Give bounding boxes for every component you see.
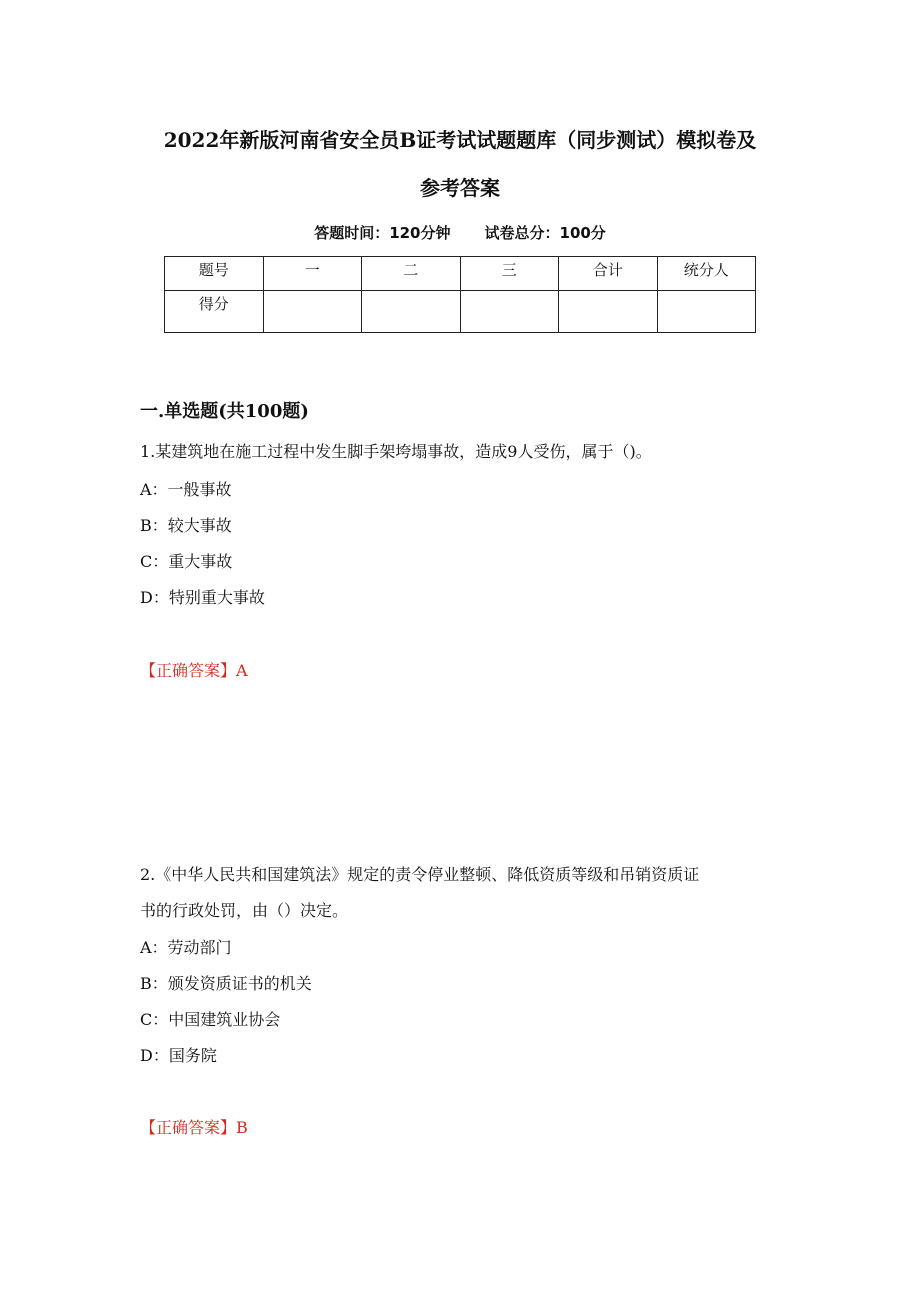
score-header-cell: 统分人 [657,257,756,291]
question-2-stem-line1: 2.《中华人民共和国建筑法》规定的责令停业整顿、降低资质等级和吊销资质证 [140,865,700,884]
question-2-option-b: B：颁发资质证书的机关 [140,974,312,993]
question-1-option-b: B：较大事故 [140,516,232,535]
score-header-cell: 一 [263,257,362,291]
score-row-label: 得分 [165,291,264,333]
score-cell [362,291,461,333]
score-table [164,256,756,333]
question-1-option-c: C：重大事故 [140,552,233,571]
exam-meta [0,222,920,243]
question-2-option-a: A：劳动部门 [140,938,232,957]
score-cell [263,291,362,333]
question-2-option-d: D：国务院 [140,1046,217,1065]
page-title-line2: 参考答案 [420,176,500,200]
question-2-stem-line2: 书的行政处罚，由（）决定。 [140,901,349,920]
score-cell [657,291,756,333]
question-2-answer: 【正确答案】B [140,1118,248,1137]
score-cell [460,291,559,333]
question-2-option-c: C：中国建筑业协会 [140,1010,281,1029]
question-1-option-d: D：特别重大事故 [140,588,265,607]
exam-total-score: 试卷总分：100分 [484,224,606,242]
score-cell [559,291,658,333]
question-1-stem: 1.某建筑地在施工过程中发生脚手架垮塌事故，造成9人受伤，属于（)。 [140,442,652,461]
question-1-option-a: A：一般事故 [140,480,232,499]
score-table-score-row [165,291,756,333]
exam-time: 答题时间：120分钟 [314,224,451,242]
score-header-cell: 题号 [165,257,264,291]
score-table-header-row [165,257,756,291]
score-header-cell: 合计 [559,257,658,291]
section-title: 一.单选题(共100题) [140,401,309,422]
score-header-cell: 三 [460,257,559,291]
question-1-answer: 【正确答案】A [140,661,248,680]
score-header-cell: 二 [362,257,461,291]
page-title-line1: 2022年新版河南省安全员B证考试试题题库（同步测试）模拟卷及 [163,128,757,152]
